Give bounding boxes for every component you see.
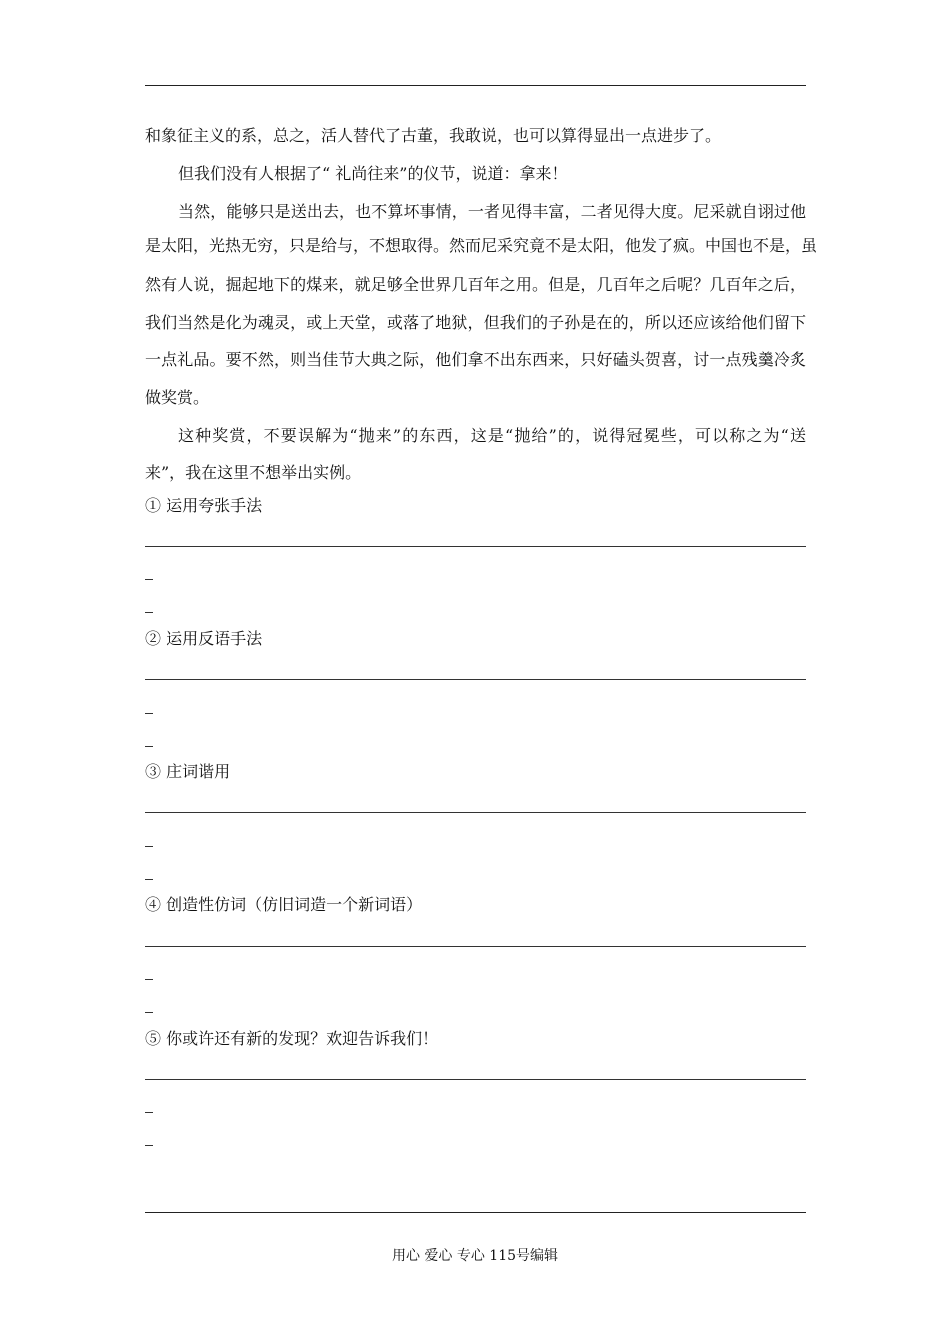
passage-line-5: 然有人说，掘起地下的煤来，就足够全世界几百年之用。但是，几百年之后呢？几百年之后， xyxy=(145,275,806,294)
passage-line-7: 一点礼品。要不然，则当佳节大典之际，他们拿不出东西来，只好磕头贺喜，讨一点残羹冷炙 xyxy=(145,350,806,369)
footer-rule xyxy=(145,1212,806,1213)
header-rule xyxy=(145,85,806,86)
answer-line-4[interactable] xyxy=(145,946,806,947)
passage-line-2: 但我们没有人根据了“ 礼尚往来”的仪节，说道：拿来！ xyxy=(178,164,568,183)
answer-dash-2b xyxy=(145,746,153,747)
question-1-label: ① 运用夸张手法 xyxy=(145,496,263,515)
answer-dash-1b xyxy=(145,612,153,613)
answer-dash-1a xyxy=(145,579,153,580)
answer-dash-3b xyxy=(145,879,153,880)
question-3-label: ③ 庄词谐用 xyxy=(145,762,231,781)
answer-dash-5b xyxy=(145,1145,153,1146)
answer-line-1[interactable] xyxy=(145,546,806,547)
passage-line-3: 当然，能够只是送出去，也不算坏事情，一者见得丰富，二者见得大度。尼采就自诩过他 xyxy=(178,202,806,221)
question-2-label: ② 运用反语手法 xyxy=(145,629,263,648)
question-4-label: ④ 创造性仿词（仿旧词造一个新词语） xyxy=(145,895,423,914)
answer-dash-4b xyxy=(145,1012,153,1013)
page-footer: 用心 爱心 专心 115号编辑 xyxy=(391,1248,559,1264)
passage-line-10: 来”，我在这里不想举出实例。 xyxy=(145,463,362,482)
answer-line-3[interactable] xyxy=(145,812,806,813)
passage-line-1: 和象征主义的系，总之，活人替代了古董，我敢说，也可以算得显出一点进步了。 xyxy=(145,126,722,145)
answer-dash-2a xyxy=(145,713,153,714)
passage-line-6: 我们当然是化为魂灵，或上天堂，或落了地狱，但我们的子孙是在的，所以还应该给他们留下 xyxy=(145,313,806,332)
question-5-label: ⑤ 你或许还有新的发现？欢迎告诉我们！ xyxy=(145,1029,439,1048)
answer-dash-4a xyxy=(145,979,153,980)
answer-line-5[interactable] xyxy=(145,1079,806,1080)
answer-dash-5a xyxy=(145,1112,153,1113)
passage-line-4: 是太阳，光热无穷，只是给与，不想取得。然而尼采究竟不是太阳，他发了疯。中国也不是，虽 xyxy=(145,236,818,255)
answer-line-2[interactable] xyxy=(145,679,806,680)
passage-line-9: 这种奖赏，不要误解为“抛来”的东西，这是“抛给”的，说得冠冕些，可以称之为“送 xyxy=(178,426,806,445)
passage-line-8: 做奖赏。 xyxy=(145,388,210,407)
answer-dash-3a xyxy=(145,846,153,847)
